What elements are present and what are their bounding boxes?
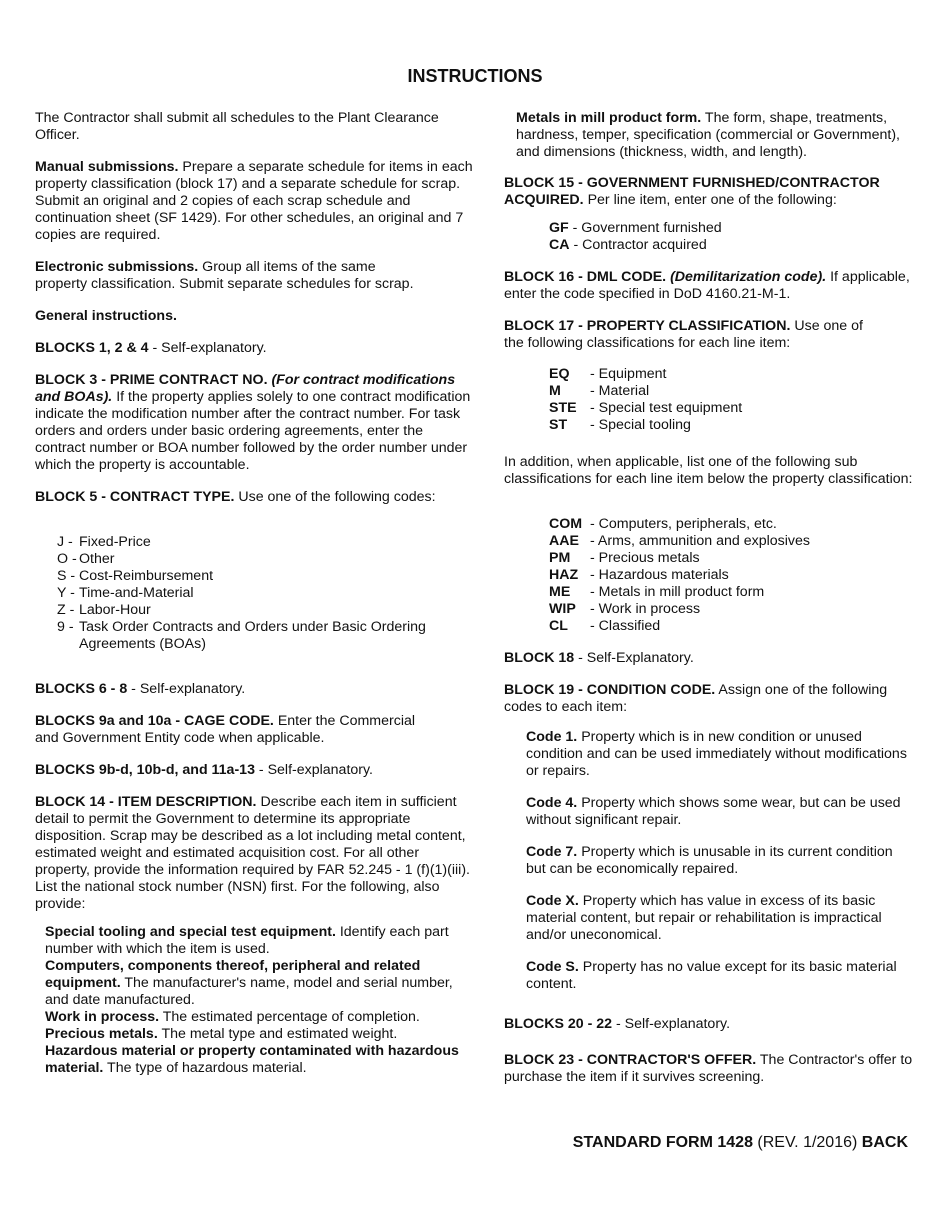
list-item: Code 1. Property which is in new condition or unused condition and can be used immediately without modifications or repairs.: [526, 729, 907, 779]
list-item: CA - Contractor acquired: [549, 237, 707, 253]
list-item: EQ - Equipment: [549, 366, 667, 382]
blocks-20-22: BLOCKS 20 - 22 - Self-explanatory.: [504, 1016, 731, 1032]
property-classification-codes: [549, 366, 919, 434]
right-column: [504, 110, 919, 1086]
block-18: BLOCK 18 - Self-Explanatory.: [504, 650, 694, 666]
intro-paragraph: The Contractor shall submit all schedules to the Plant Clearance Officer.: [35, 110, 439, 143]
list-item: COM - Computers, peripherals, etc.: [549, 516, 777, 532]
general-instructions-heading: General instructions.: [35, 308, 177, 324]
block-14: BLOCK 14 - ITEM DESCRIPTION. Describe each item in sufficient detail to permit the Government to determine its appropriate disposition. Scrap may be described as a lot including metal content, estimated weight and estimated acquisition cost. For all other property, provide the information required by FAR 52.245 - 1 (f)(1)(iii). List the national stock number (NSN) first. For the following, also provide:: [35, 794, 471, 912]
list-item: Hazardous material or property contaminated with hazardous material. The type of hazardous material.: [45, 1043, 459, 1076]
block-16: BLOCK 16 - DML CODE. (Demilitarization code). If applicable, enter the code specified in DoD 4160.21-M-1.: [504, 269, 910, 302]
electronic-submissions: Electronic submissions. Group all items of the same property classification. Submit separate schedules for scrap.: [35, 259, 414, 292]
list-item: Code X. Property which has value in excess of its basic material content, but repair or rehabilitation is impractical and/or uneconomical.: [526, 893, 882, 943]
list-item: J - Fixed-Price: [57, 534, 151, 550]
list-item: WIP - Work in process: [549, 601, 701, 617]
contract-type-codes: [57, 534, 475, 653]
list-item: Special tooling and special test equipment. Identify each part number with which the item is used.: [45, 924, 449, 957]
list-item: Computers, components thereof, peripheral and related equipment. The manufacturer's name, model and serial number, and date manufactured.: [45, 958, 453, 1008]
list-item: Code 4. Property which shows some wear, but can be used without significant repair.: [526, 795, 901, 828]
item-description-list: [45, 924, 475, 1077]
blocks-1-2-4: BLOCKS 1, 2 & 4 - Self-explanatory.: [35, 340, 267, 356]
list-item: O - Other: [57, 551, 115, 567]
gf-ca-codes: [549, 220, 919, 254]
list-item: CL - Classified: [549, 618, 661, 634]
blocks-9b-13: BLOCKS 9b-d, 10b-d, and 11a-13 - Self-explanatory.: [35, 762, 373, 778]
list-item: AAE - Arms, ammunition and explosives: [549, 533, 810, 549]
list-item: 9 - Task Order Contracts and Orders under Basic Ordering Agreements (BOAs): [57, 619, 426, 652]
form-footer: STANDARD FORM 1428 (REV. 1/2016) BACK: [572, 1134, 908, 1151]
page-title: INSTRUCTIONS: [407, 66, 543, 86]
manual-submissions: Manual submissions. Prepare a separate schedule for items in each property classification (block 17) and a separate schedule for scrap. Submit an original and 2 copies of each scrap schedule and continuation sheet (SF 1429). For other schedules, an original and 7 copies are required.: [35, 159, 473, 243]
blocks-9a-10a: BLOCKS 9a and 10a - CAGE CODE. Enter the Commercial and Government Entity code when applicable.: [35, 713, 416, 746]
list-item: Precious metals. The metal type and estimated weight.: [45, 1026, 398, 1042]
sub-classification-codes: [549, 516, 919, 635]
block-3: BLOCK 3 - PRIME CONTRACT NO. (For contract modifications and BOAs). If the property applies solely to one contract modification indicate the modification number after the contract number. For task orders and orders under basic ordering agreements, enter the contract number or BOA number followed by the order number under which the property is accountable.: [35, 372, 471, 473]
list-item: GF - Government furnished: [549, 220, 722, 236]
metals-in-mill-form: Metals in mill product form. The form, shape, treatments, hardness, temper, specification (commercial or Government), and dimensions (thickness, width, and length).: [516, 110, 900, 160]
blocks-6-8: BLOCKS 6 - 8 - Self-explanatory.: [35, 681, 246, 697]
left-column: [35, 110, 475, 1077]
condition-codes: [526, 729, 919, 993]
list-item: Code S. Property has no value except for its basic material content.: [526, 959, 897, 992]
block-15: BLOCK 15 - GOVERNMENT FURNISHED/CONTRACTOR ACQUIRED. Per line item, enter one of the following:: [504, 175, 880, 208]
list-item: S - Cost-Reimbursement: [57, 568, 214, 584]
list-item: STE - Special test equipment: [549, 400, 743, 416]
block-23: BLOCK 23 - CONTRACTOR'S OFFER. The Contractor's offer to purchase the item if it survives screening.: [504, 1052, 913, 1085]
list-item: Y - Time-and-Material: [57, 585, 194, 601]
list-item: Work in process. The estimated percentage of completion.: [45, 1009, 420, 1025]
list-item: Code 7. Property which is unusable in its current condition but can be economically repaired.: [526, 844, 893, 877]
block-17: BLOCK 17 - PROPERTY CLASSIFICATION. Use one of the following classifications for each line item:: [504, 318, 863, 351]
list-item: PM - Precious metals: [549, 550, 700, 566]
list-item: M - Material: [549, 383, 650, 399]
sub-classification-intro: In addition, when applicable, list one of the following sub classifications for each line item below the property classification:: [504, 454, 913, 487]
list-item: ST - Special tooling: [549, 417, 691, 433]
block-19: BLOCK 19 - CONDITION CODE. Assign one of the following codes to each item:: [504, 682, 888, 715]
list-item: Z - Labor-Hour: [57, 602, 151, 618]
list-item: ME - Metals in mill product form: [549, 584, 765, 600]
block-5: BLOCK 5 - CONTRACT TYPE. Use one of the following codes:: [35, 489, 436, 505]
list-item: HAZ - Hazardous materials: [549, 567, 729, 583]
